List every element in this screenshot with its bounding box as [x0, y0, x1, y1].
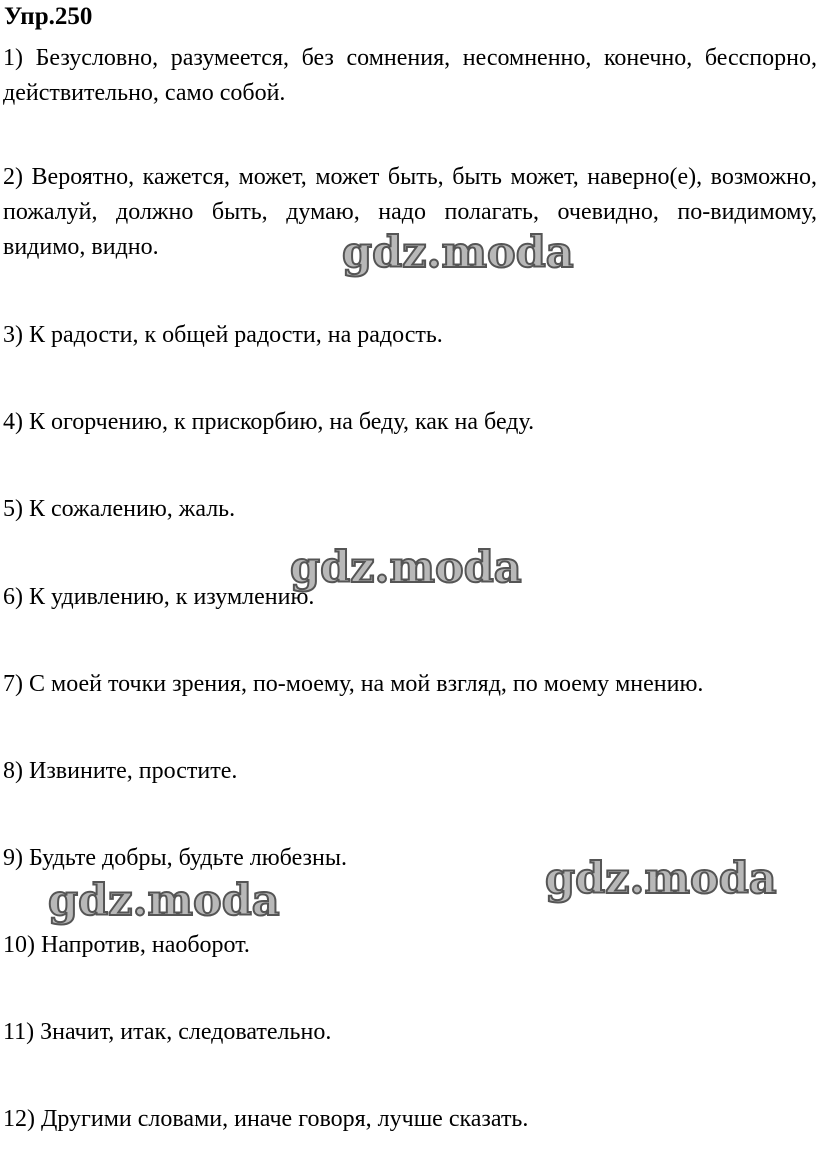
list-item-6: 6) К удивлению, к изумлению. — [3, 584, 315, 610]
list-item-12: 12) Другими словами, иначе говоря, лучше сказать. — [3, 1106, 529, 1132]
watermark-logo: gdz.moda — [48, 876, 280, 926]
list-item-7: 7) С моей точки зрения, по-моему, на мой взгляд, по моему мнению. — [3, 671, 704, 697]
list-item-4: 4) К огорчению, к прискорбию, на беду, как на беду. — [3, 409, 535, 435]
list-item-10: 10) Напротив, наоборот. — [3, 932, 250, 958]
list-item-5: 5) К сожалению, жаль. — [3, 496, 236, 522]
list-item-8: 8) Извините, простите. — [3, 758, 238, 784]
list-item-11: 11) Значит, итак, следовательно. — [3, 1019, 332, 1045]
list-item-3: 3) К радости, к общей радости, на радость. — [3, 322, 443, 348]
list-item-2: 2) Вероятно, кажется, может, может быть, быть может, наверно(е), возможно, пожалуй, должно быть, думаю, надо полагать, очевидно, по-видимому, видимо, видно. — [3, 164, 817, 260]
list-item-1: 1) Безусловно, разумеется, без сомнения, несомненно, конечно, бесспорно, действительно, само собой. — [3, 45, 817, 106]
list-item-9: 9) Будьте добры, будьте любезны. — [3, 845, 347, 871]
watermark-logo: gdz.moda — [290, 543, 522, 593]
exercise-title: Упр.250 — [4, 3, 93, 30]
watermark-logo: gdz.moda — [545, 854, 777, 904]
watermark-logo: gdz.moda — [342, 228, 574, 278]
